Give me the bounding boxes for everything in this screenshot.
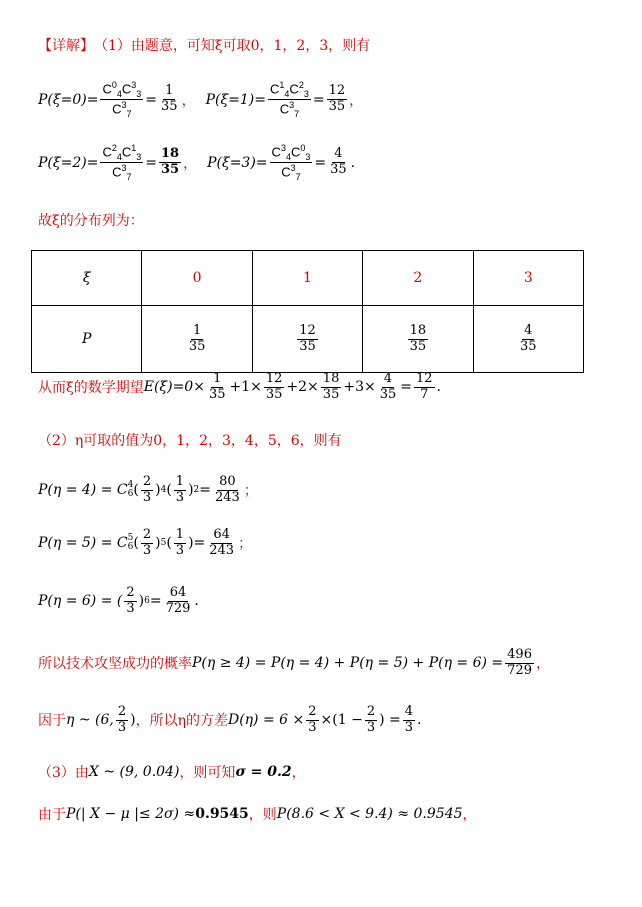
distribution-table xyxy=(31,250,584,373)
p2-result: $\frac{18}{35}$ xyxy=(161,146,180,178)
table-cell: $\frac{12}{35}$ xyxy=(252,306,362,373)
eta4-line: P(η = 4) = C 4 6 ( $\frac{2}{3}$ ) 4 ( $\frac{1}{3}$ ) 2 = $\frac{80}{243}$ ； xyxy=(38,474,258,505)
part3-line: （3）由 X ~ (9, 0.04) ，则可知 σ = 0.2 ， xyxy=(38,764,306,781)
intro-line xyxy=(38,35,370,55)
p1-result: $\frac{12}{35}$ xyxy=(328,83,346,115)
p0-result: $\frac{1}{35}$ xyxy=(161,83,178,115)
table-cell: ξ xyxy=(32,251,142,306)
table-cell: 1 xyxy=(252,251,362,306)
table-cell: 0 xyxy=(142,251,252,306)
p0-lhs: P(ξ=0)= xyxy=(38,91,99,108)
distribution-title: 故ξ的分布列为： xyxy=(38,213,144,229)
p3-lhs: P(ξ=3)= xyxy=(207,154,268,171)
variance-line: 因于 η ~ (6, $\frac{2}{3}$ ) ，所以η的方差 D(η) = 6 × $\frac{2}{3}$ ×(1 − $\frac{2}{3}$ ) = $\frac{4}{3}$ . xyxy=(38,704,422,735)
intro-text: （1）由题意，可知ξ可取0，1，2，3，则有 xyxy=(94,38,371,54)
table-cell: 2 xyxy=(363,251,473,306)
table-cell: $\frac{4}{35}$ xyxy=(473,306,583,373)
final-line: 由于 P(| X − μ |≤ 2σ) ≈ 0.9545 ，则 P(8.6 < X < 9.4) ≈ 0.9545 ， xyxy=(38,806,477,823)
eta5-line: P(η = 5) = C 5 6 ( $\frac{2}{3}$ ) 5 ( $\frac{1}{3}$ ) = $\frac{64}{243}$ ； xyxy=(38,527,253,558)
p2-lhs: P(ξ=2)= xyxy=(38,154,99,171)
p2-comb-frac: $\frac{C^2_4C^1_3}{C^3_7}$ xyxy=(102,143,142,183)
table-row xyxy=(32,251,584,306)
p1-comb-frac: $\frac{C^1_4C^2_3}{C^3_7}$ xyxy=(270,80,309,120)
expectation-line: 从而ξ的数学期望 E(ξ)=0× $\frac{1}{35}$ +1× $\frac{12}{35}$ +2× $\frac{18}{35}$ +3× $\frac{4}{35}$ = $\frac{12}{7}$ . xyxy=(38,371,441,402)
p3-result: $\frac{4}{35}$ xyxy=(330,146,347,178)
prob-line-1: P(ξ=0)= $\frac{C^0_4C^3_3}{C^3_7}$ = $\frac{1}{35}$ ， P(ξ=1)= $\frac{C^1_4C^2_3}{C^3_7}$ = $\frac{12}{35}$ ， xyxy=(38,80,364,120)
eta6-line: P(η = 6) = ( $\frac{2}{3}$ ) 6 = $\frac{64}{729}$ . xyxy=(38,585,199,616)
table-cell: P xyxy=(32,306,142,373)
success-line: 所以技术攻坚成功的概率 P(η ≥ 4) = P(η = 4) + P(η = 5) + P(η = 6) = $\frac{496}{729}$ ， xyxy=(38,647,550,678)
p3-comb-frac: $\frac{C^3_4C^0_3}{C^3_7}$ xyxy=(271,143,311,183)
detail-bracket: 【详解】 xyxy=(38,38,94,54)
table-row xyxy=(32,306,584,373)
table-cell: $\frac{1}{35}$ xyxy=(142,306,252,373)
table-cell: 3 xyxy=(473,251,583,306)
part2-line: （2）η可取的值为0，1，2，3，4，5，6，则有 xyxy=(38,433,342,449)
p0-comb-frac: $\frac{C^0_4C^3_3}{C^3_7}$ xyxy=(102,80,142,120)
prob-line-2: P(ξ=2)= $\frac{C^2_4C^1_3}{C^3_7}$ = $\frac{18}{35}$ ， P(ξ=3)= $\frac{C^3_4C^0_3}{C^3_7}$ = $\frac{4}{35}$ . xyxy=(38,143,356,183)
p1-lhs: P(ξ=1)= xyxy=(205,91,266,108)
table-cell: $\frac{18}{35}$ xyxy=(363,306,473,373)
